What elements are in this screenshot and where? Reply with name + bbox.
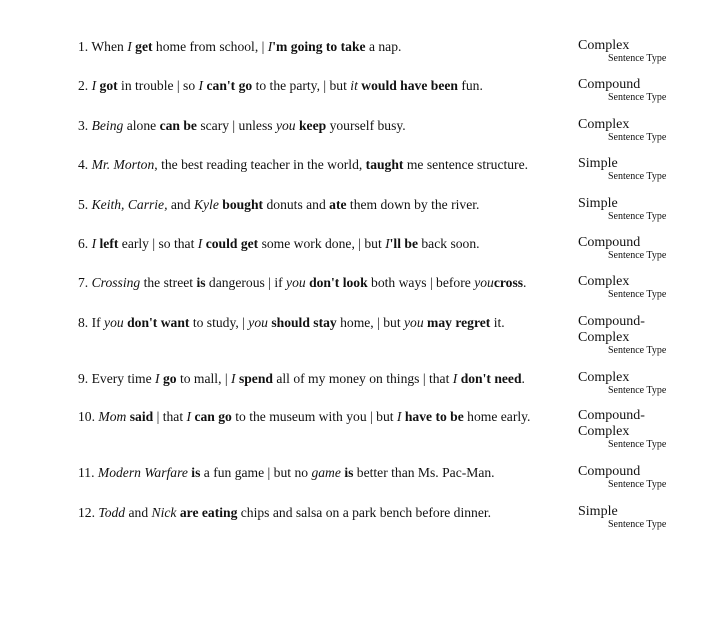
sentence-segment: don't look — [309, 275, 368, 290]
sentence-segment: keep — [298, 118, 327, 133]
sentence-type-label: Sentence Type — [608, 250, 667, 261]
sentence-segment: a fun game | but no — [200, 465, 312, 480]
sentence-type-value: Complex — [578, 370, 630, 385]
sentence-segment: go — [162, 371, 177, 386]
sentence-segment: better than Ms. Pac-Man. — [353, 465, 495, 480]
answer-11 — [578, 464, 698, 489]
answer-10 — [578, 408, 698, 449]
sentence-segment: to mall, | — [176, 371, 231, 386]
sentence-segment: don't want — [127, 315, 190, 330]
sentence-segment: I — [385, 236, 390, 251]
answer-7 — [578, 274, 698, 299]
sentence-1 — [78, 38, 563, 55]
sentence-segment: I — [91, 78, 97, 93]
sentence-type-label: Sentence Type — [608, 519, 667, 530]
sentence-segment: get — [135, 39, 153, 54]
sentence-segment: I — [452, 371, 458, 386]
sentence-segment: me sentence structure. — [403, 157, 529, 172]
sentence-segment: I — [91, 236, 97, 251]
sentence-type-value: Compound — [578, 464, 641, 479]
sentence-segment: Kyle — [193, 197, 219, 212]
sentence-segment: 2. — [78, 78, 92, 93]
sentence-segment: 7. — [78, 275, 92, 290]
answer-5 — [578, 196, 698, 221]
sentence-segment: scary | unless — [196, 118, 276, 133]
answer-1 — [578, 38, 698, 63]
sentence-segment: | that — [153, 409, 187, 424]
sentence-segment: back soon. — [417, 236, 480, 251]
sentence-type-value: Simple — [578, 156, 618, 171]
sentence-type-value: Simple — [578, 504, 618, 519]
sentence-segment: it. — [490, 315, 505, 330]
sentence-type-label: Sentence Type — [608, 385, 667, 396]
sentence-segment: Todd — [98, 505, 126, 520]
sentence-segment: cross — [493, 275, 524, 290]
sentence-segment: chips and salsa on a park bench before dinner. — [237, 505, 492, 520]
sentence-segment: I — [127, 39, 132, 54]
sentence-segment: dangerous | if — [205, 275, 287, 290]
sentence-type-label: Sentence Type — [608, 171, 667, 182]
sentence-segment: I — [198, 78, 204, 93]
sentence-type-label: Sentence Type — [608, 289, 667, 300]
sentence-segment: 5. — [78, 197, 92, 212]
sentence-segment: Keith, Carrie, — [91, 197, 168, 212]
answer-4 — [578, 156, 698, 181]
sentence-type-value: Compound- Complex — [578, 314, 645, 345]
sentence-type-label: Sentence Type — [608, 53, 667, 64]
sentence-6 — [78, 235, 563, 252]
sentence-segment: and — [167, 197, 194, 212]
sentence-segment: taught — [365, 157, 404, 172]
sentence-segment: should stay — [271, 315, 337, 330]
sentence-segment: is — [191, 465, 201, 480]
answer-12 — [578, 504, 698, 529]
sentence-segment: you — [275, 118, 296, 133]
sentence-segment: can go — [194, 409, 232, 424]
sentence-5 — [78, 196, 563, 213]
sentence-segment: I — [396, 409, 402, 424]
sentence-segment: you — [104, 315, 124, 330]
sentence-segment: to the party, | but — [252, 78, 351, 93]
answer-3 — [578, 117, 698, 142]
sentence-type-value: Compound — [578, 77, 641, 92]
sentence-type-value: Complex — [578, 117, 630, 132]
sentence-4 — [78, 156, 563, 173]
sentence-type-value: Compound- Complex — [578, 408, 645, 439]
sentence-segment: 9. Every time — [78, 371, 156, 386]
sentence-segment: is — [344, 465, 354, 480]
sentence-segment: 8. If — [78, 315, 105, 330]
sentence-segment: I — [197, 236, 203, 251]
sentence-type-value: Compound — [578, 235, 641, 250]
sentence-segment: said — [129, 409, 154, 424]
sentence-segment: some work done, | but — [258, 236, 386, 251]
sentence-8 — [78, 314, 563, 331]
sentence-segment: have to be — [404, 409, 464, 424]
sentence-7 — [78, 274, 563, 291]
answer-9 — [578, 370, 698, 395]
sentence-12 — [78, 504, 563, 521]
sentence-type-label: Sentence Type — [608, 132, 667, 143]
sentence-segment: home from school, | — [152, 39, 268, 54]
sentence-segment: Mr. Morton — [91, 157, 155, 172]
sentence-segment: would have been — [361, 78, 458, 93]
answer-2 — [578, 77, 698, 102]
sentence-segment: bought — [222, 197, 264, 212]
sentence-segment: Modern Warfare — [97, 465, 188, 480]
sentence-segment: spend — [238, 371, 273, 386]
sentence-segment: left — [99, 236, 119, 251]
sentence-segment: you — [474, 275, 494, 290]
sentence-segment: may regret — [427, 315, 491, 330]
sentence-segment: Nick — [151, 505, 177, 520]
sentence-type-label: Sentence Type — [608, 92, 667, 103]
sentence-segment: I — [155, 371, 160, 386]
sentence-segment: in trouble | so — [117, 78, 199, 93]
sentence-segment: can't go — [206, 78, 253, 93]
sentence-segment: home, | but — [336, 315, 404, 330]
sentence-segment: got — [99, 78, 118, 93]
sentence-segment: early | so that — [118, 236, 198, 251]
sentence-segment: can be — [159, 118, 197, 133]
sentence-segment: both ways | before — [367, 275, 475, 290]
sentence-segment: I — [231, 371, 236, 386]
sentence-segment: game — [311, 465, 341, 480]
sentence-segment: is — [196, 275, 206, 290]
sentence-segment: yourself busy. — [326, 118, 406, 133]
sentence-segment: don't need — [460, 371, 522, 386]
sentence-type-value: Complex — [578, 274, 630, 289]
sentence-segment: alone — [123, 118, 160, 133]
sentence-segment: you — [248, 315, 268, 330]
sentence-segment: 4. — [78, 157, 92, 172]
sentence-type-label: Sentence Type — [608, 211, 667, 222]
sentence-9 — [78, 370, 563, 387]
sentence-segment: . — [521, 371, 525, 386]
sentence-10 — [78, 408, 563, 425]
sentence-segment: and — [125, 505, 152, 520]
sentence-segment: Being — [91, 118, 124, 133]
sentence-segment: are eating — [179, 505, 238, 520]
sentence-2 — [78, 77, 563, 94]
sentence-segment: donuts and — [263, 197, 330, 212]
sentence-11 — [78, 464, 563, 481]
sentence-segment: 'm going to take — [272, 39, 366, 54]
sentence-segment: 12. — [78, 505, 99, 520]
sentence-segment: to study, | — [189, 315, 249, 330]
sentence-segment: fun. — [457, 78, 483, 93]
sentence-segment: 3. — [78, 118, 92, 133]
sentence-segment: a nap. — [365, 39, 402, 54]
sentence-segment: I — [186, 409, 192, 424]
sentence-segment: 10. — [78, 409, 99, 424]
sentence-segment: Crossing — [91, 275, 141, 290]
sentence-type-value: Simple — [578, 196, 618, 211]
sentence-segment: Mom — [98, 409, 127, 424]
sentence-type-label: Sentence Type — [608, 345, 667, 356]
sentence-segment: could get — [205, 236, 259, 251]
sentence-segment: you — [404, 315, 424, 330]
sentence-3 — [78, 117, 563, 134]
sentence-type-label: Sentence Type — [608, 439, 667, 450]
sentence-segment: 1. When — [78, 39, 128, 54]
sentence-segment: ate — [329, 197, 347, 212]
sentence-segment: 6. — [78, 236, 92, 251]
sentence-segment: , the best reading teacher in the world, — [154, 157, 366, 172]
sentence-type-value: Complex — [578, 38, 630, 53]
sentence-segment: to the museum with you | but — [231, 409, 397, 424]
sentence-segment: 'll be — [389, 236, 418, 251]
sentence-type-label: Sentence Type — [608, 479, 667, 490]
sentence-segment: home early. — [463, 409, 531, 424]
sentence-segment: all of my money on things | that — [272, 371, 453, 386]
answer-8 — [578, 314, 698, 355]
sentence-segment: it — [350, 78, 358, 93]
sentence-segment: . — [523, 275, 527, 290]
sentence-segment: 11. — [78, 465, 98, 480]
sentence-segment: the street — [140, 275, 197, 290]
sentence-segment: I — [267, 39, 273, 54]
sentence-segment: them down by the river. — [346, 197, 480, 212]
answer-6 — [578, 235, 698, 260]
sentence-segment: you — [286, 275, 306, 290]
